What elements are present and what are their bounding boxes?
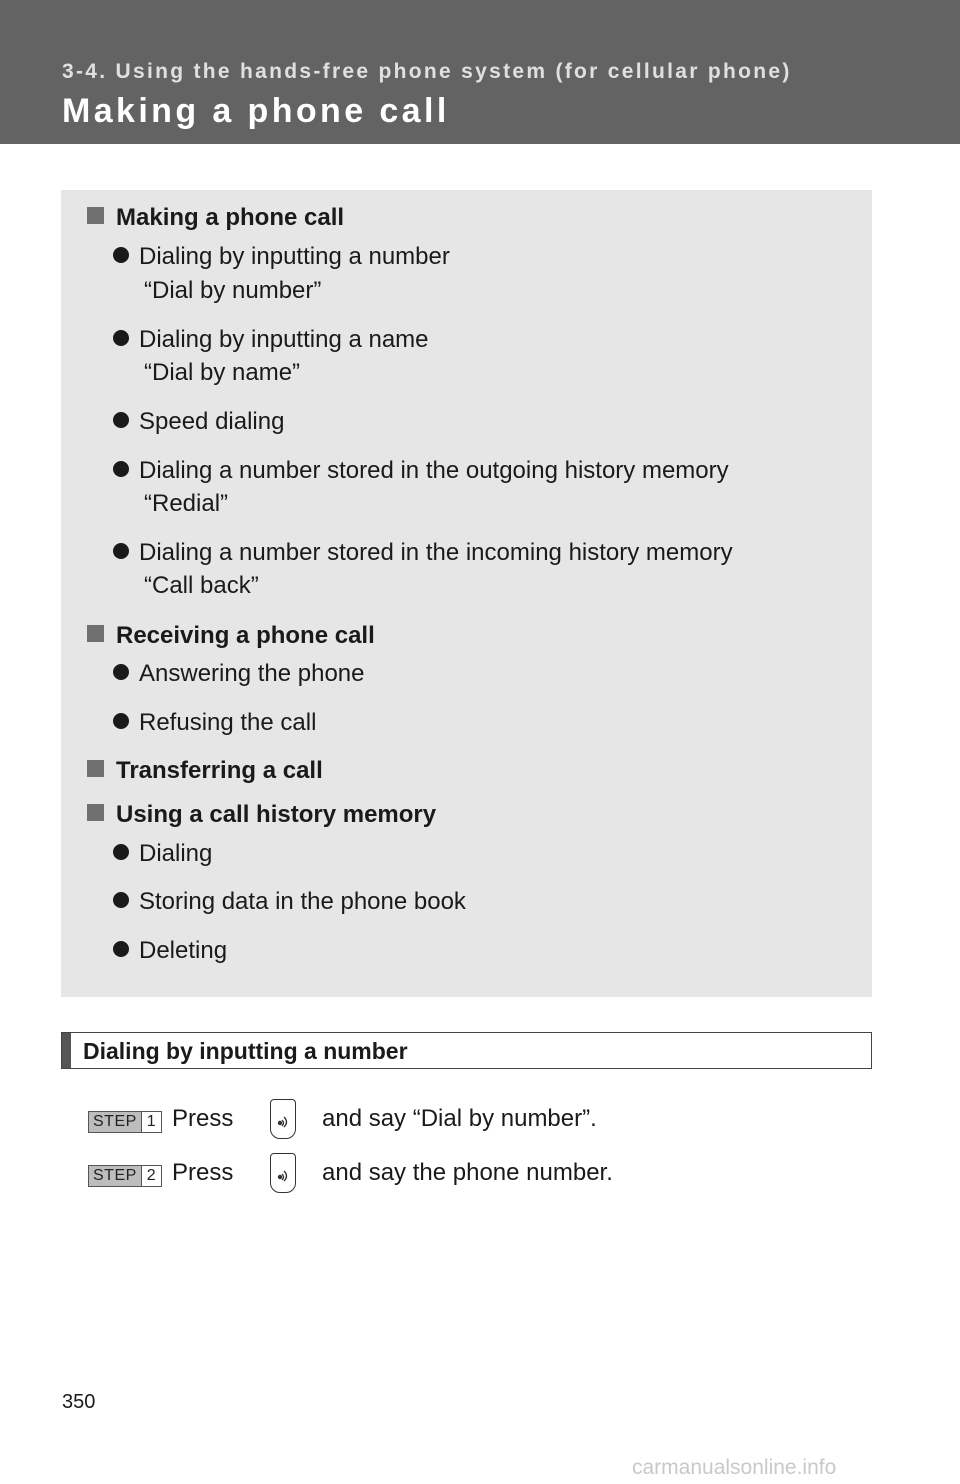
page-title: Making a phone call — [62, 92, 450, 130]
summary-box — [61, 190, 872, 997]
bullet-item: Answering the phone — [113, 660, 365, 688]
bullet-item: Refusing the call — [113, 709, 316, 737]
bullet-subtext: “Call back” — [144, 572, 259, 599]
bullet-item: Speed dialing — [113, 408, 284, 436]
bullet-item: Dialing — [113, 840, 212, 868]
section-accent-bar — [62, 1033, 71, 1068]
step-press-text: Press — [172, 1159, 234, 1186]
step-instruction: and say “Dial by number”. — [322, 1105, 597, 1132]
square-bullet-icon — [87, 804, 104, 821]
watermark: carmanualsonline.info — [632, 1456, 837, 1479]
round-bullet-icon — [113, 543, 129, 559]
section-heading-call-history: Using a call history memory — [87, 801, 436, 829]
round-bullet-icon — [113, 461, 129, 477]
section-heading-receiving-call: Receiving a phone call — [87, 622, 375, 650]
round-bullet-icon — [113, 247, 129, 263]
step-badge: STEP 2 — [88, 1165, 162, 1187]
round-bullet-icon — [113, 713, 129, 729]
round-bullet-icon — [113, 330, 129, 346]
bullet-item: Storing data in the phone book — [113, 888, 466, 916]
section-heading-dialing-by-number: Dialing by inputting a number — [61, 1032, 872, 1069]
bullet-item: Dialing a number stored in the outgoing history memory — [113, 457, 729, 485]
section-heading-transferring-call: Transferring a call — [87, 757, 323, 785]
square-bullet-icon — [87, 207, 104, 224]
round-bullet-icon — [113, 844, 129, 860]
bullet-item: Deleting — [113, 937, 227, 965]
square-bullet-icon — [87, 760, 104, 777]
round-bullet-icon — [113, 412, 129, 428]
chapter-subtitle: 3-4. Using the hands-free phone system (for cellular phone) — [62, 60, 792, 83]
step-instruction: and say the phone number. — [322, 1159, 613, 1186]
talk-switch-icon — [270, 1153, 296, 1193]
round-bullet-icon — [113, 941, 129, 957]
bullet-subtext: “Dial by number” — [144, 277, 322, 304]
step-press-text: Press — [172, 1105, 234, 1132]
bullet-item: Dialing by inputting a number — [113, 243, 450, 271]
step-badge: STEP 1 — [88, 1111, 162, 1133]
talk-switch-icon — [270, 1099, 296, 1139]
bullet-item: Dialing a number stored in the incoming history memory — [113, 539, 733, 567]
bullet-subtext: “Redial” — [144, 490, 229, 517]
bullet-subtext: “Dial by name” — [144, 359, 301, 386]
round-bullet-icon — [113, 664, 129, 680]
chapter-header — [0, 0, 960, 144]
square-bullet-icon — [87, 625, 104, 642]
page-number: 350 — [62, 1391, 96, 1413]
bullet-item: Dialing by inputting a name — [113, 326, 429, 354]
round-bullet-icon — [113, 892, 129, 908]
section-heading-making-call: Making a phone call — [87, 204, 344, 232]
